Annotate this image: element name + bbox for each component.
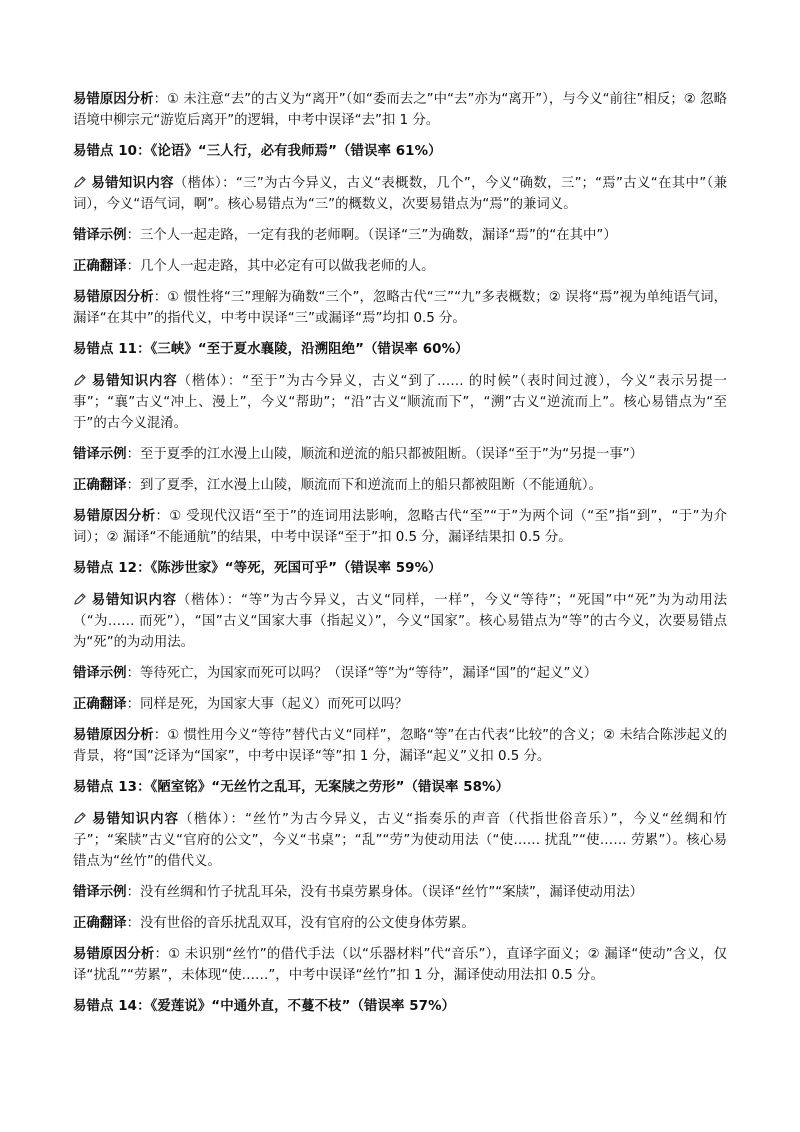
wrong-label: 错译示例 [73,666,127,681]
correct-paragraph [73,913,727,934]
knowledge-text: （楷体）：“三”为古今异义，古义“表概数，几个”，今义“确数，三”；“焉”古义“在其中”（兼词），今义“语气词，啊”。核心易错点为“三”的概数义，次要易错点为“焉”的兼词义。 [73,176,727,212]
correct-paragraph [73,694,727,715]
reason-label: 易错原因分析 [73,92,154,107]
wrong-text: ：三个人一起走路，一定有我的老师啊。（误译“三”为确数，漏译“焉”的“在其中”） [126,228,617,243]
pencil-icon [73,173,88,194]
wrong-label: 错译示例 [73,885,127,900]
reason-paragraph [73,287,727,329]
wrong-label: 错译示例 [73,228,127,243]
knowledge-paragraph [73,173,727,215]
knowledge-paragraph [73,371,727,434]
wrong-paragraph [73,444,727,465]
error-heading: 易错点 11：《三峡》“至于夏水襄陵，沿溯阻绝”（错误率 60%） [73,342,469,357]
wrong-paragraph [73,663,727,684]
wrong-paragraph [73,225,727,246]
correct-label: 正确翻译 [73,697,127,712]
knowledge-paragraph [73,590,727,653]
knowledge-label: 易错知识内容 [91,374,178,389]
reason-label: 易错原因分析 [73,728,154,743]
error-heading-14: 易错点 14：《爱莲说》“中通外直，不蔓不枝”（错误率 57%） [73,999,456,1014]
wrong-text: ：没有丝绸和竹子扰乱耳朵，没有书桌劳累身体。（误译“丝竹”“案牍”，漏译使动用法） [126,885,644,900]
reason-text: ：① 未注意“去”的古义为“离开”（如“委而去之”中“去”亦为“离开”），与今义“前往”相反；② 忽略语境中柳宗元“游览后离开”的逻辑，中考中误译“去”扣 1 分。 [73,92,727,128]
reason-label: 易错原因分析 [73,947,155,962]
correct-label: 正确翻译 [73,259,127,274]
correct-paragraph [73,256,727,277]
correct-label: 正确翻译 [73,478,127,493]
error-heading: 易错点 12：《陈涉世家》“等死，死国可乎”（错误率 59%） [73,561,442,576]
error-item [73,777,727,986]
knowledge-label: 易错知识内容 [91,176,174,191]
knowledge-text: （楷体）：“等”为古今异义，古义“同样，一样”，今义“等待”；“死国”中“死”为为动用法（“为…… 而死”），“国”古义“国家大事（指起义）”，今义“国家”。核心易错点为“等”的古今义，次要易错点为“死”的为动用法。 [73,593,727,650]
reason-paragraph [73,944,727,986]
reason-paragraph [73,725,727,767]
intro-paragraph [73,89,727,131]
wrong-text: ：等待死亡，为国家而死可以吗？（误译“等”为“等待”，漏译“国”的“起义”义） [126,666,598,681]
error-items [73,141,727,986]
wrong-label: 错译示例 [73,447,127,462]
reason-label: 易错原因分析 [73,290,154,305]
error-item [73,558,727,767]
knowledge-label: 易错知识内容 [91,812,180,827]
error-item [73,339,727,548]
knowledge-paragraph [73,809,727,872]
document-page [73,89,727,1028]
knowledge-label: 易错知识内容 [91,593,177,608]
knowledge-text: （楷体）：“至于”为古今异义，古义“到了…… 的时候”（表时间过渡），今义“表示另提一事”；“襄”古义“冲上、漫上”，今义“帮助”；“沿”古义“顺流而下”，“溯”古义“逆流而上”。核心易错点为“至于”的古今义混淆。 [73,374,728,431]
error-heading: 易错点 10：《论语》“三人行，必有我师焉”（错误率 61%） [73,144,442,159]
correct-text: ：同样是死，为国家大事（起义）而死可以吗？ [126,697,408,712]
reason-label: 易错原因分析 [73,509,156,524]
pencil-icon [73,371,88,392]
pencil-icon [73,590,88,611]
correct-paragraph [73,475,727,496]
correct-label: 正确翻译 [73,916,127,931]
wrong-paragraph [73,882,727,903]
error-heading: 易错点 13：《陋室铭》“无丝竹之乱耳，无案牍之劳形”（错误率 58%） [73,780,510,795]
reason-text: ：① 受现代汉语“至于”的连词用法影响，忽略古代“至”“于”为两个词（“至”指“到”，“于”为介词）；② 漏译“不能通航”的结果，中考中误译“至于”扣 0.5 分，漏译结果扣 0.5 分。 [73,509,728,545]
knowledge-text: （楷体）：“丝竹”为古今异义，古义“指奏乐的声音（代指世俗音乐）”，今义“丝绸和竹子”；“案牍”古义“官府的公文”，今义“书桌”；“乱”“劳”为使动用法（“使…… 扰乱”“使…… 劳累”）。核心易错点为“丝竹”的借代义。 [73,812,727,869]
pencil-icon [73,809,88,830]
reason-text: ：① 惯性将“三”理解为确数“三个”，忽略古代“三”“九”多表概数；② 误将“焉”视为单纯语气词，漏译“在其中”的指代义，中考中误译“三”或漏译“焉”均扣 0.5 分。 [73,290,727,326]
correct-text: ：没有世俗的音乐扰乱双耳，没有官府的公文使身体劳累。 [126,916,475,931]
reason-text: ：① 惯性用今义“等待”替代古义“同样”，忽略“等”在古代表“比较”的含义；② 未结合陈涉起义的背景，将“国”泛译为“国家”，中考中误译“等”扣 1 分，漏译“起义”义扣 0.5 分。 [73,728,727,764]
correct-text: ：几个人一起走路，其中必定有可以做我老师的人。 [126,259,435,274]
reason-paragraph [73,506,727,548]
wrong-text: ：至于夏季的江水漫上山陵，顺流和逆流的船只都被阻断。（误译“至于”为“另提一事”） [126,447,644,462]
correct-text: ：到了夏季，江水漫上山陵，顺流而下和逆流而上的船只都被阻断（不能通航）。 [126,478,602,493]
reason-text: ：① 未识别“丝竹”的借代手法（以“乐器材料”代“音乐”），直译字面义；② 漏译“使动”含义，仅译“扰乱”“劳累”，未体现“使……”，中考中误译“丝竹”扣 1 分，漏译使动用法扣 0.5 分。 [73,947,727,983]
error-item [73,141,727,329]
